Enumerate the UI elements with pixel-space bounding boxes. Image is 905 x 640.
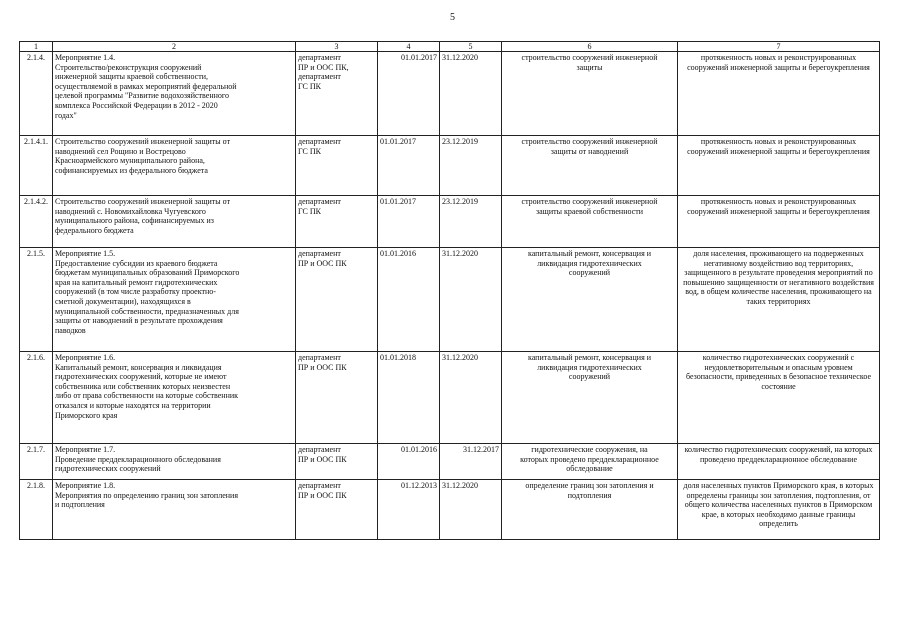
result-line: капитальный ремонт, консервация и	[527, 249, 652, 258]
result-line: которых проведено преддекларационное	[520, 454, 659, 464]
measure-name-line: Мероприятие 1.7.	[55, 445, 116, 454]
measure-name-line: Капитальный ремонт, консервация и ликвидация	[55, 362, 222, 372]
measure-name-line: осуществляемой в рамках мероприятий федеральной	[55, 81, 237, 91]
measure-name-line: Строительство/реконструкция сооружений	[55, 62, 202, 72]
item-number: 2.1.4.2.	[20, 196, 53, 248]
result-line: ликвидация гидротехнических	[537, 362, 642, 372]
result-line: подтопления	[567, 490, 612, 500]
measure-name-line: либо от права собственности на которые собственник	[55, 391, 239, 401]
measure-name-line: Приморского края	[55, 410, 118, 420]
executor-line: департамент	[298, 445, 341, 454]
executor-cell	[296, 480, 378, 540]
result-line: строительство сооружений инженерной	[521, 197, 658, 206]
end-date: 31.12.2020	[440, 480, 502, 540]
start-date: 01.01.2017	[378, 136, 440, 196]
end-date: 31.12.2017	[440, 444, 502, 480]
column-numbers-row	[20, 42, 880, 52]
indicator-cell	[678, 248, 880, 352]
measure-name-line: федерального бюджета	[55, 225, 134, 235]
column-number: 7	[678, 42, 880, 52]
executor-line: ПР и ООС ПК	[298, 258, 347, 268]
indicator-line: доля населенных пунктов Приморского края, в которых	[683, 481, 874, 490]
column-number: 2	[53, 42, 296, 52]
executor-cell	[296, 444, 378, 480]
result-cell	[502, 480, 678, 540]
indicator-line: безопасности, приведенных в безопасное техническое	[686, 372, 871, 382]
measure-name-line: наводнений сел Рощино и Вострецово	[55, 146, 186, 156]
measure-name-line: Мероприятия по определению границ зон затопления	[55, 490, 238, 500]
executor-line: ГС ПК	[298, 206, 321, 216]
result-cell	[502, 444, 678, 480]
result-line: защиты от наводнений	[550, 146, 629, 156]
measure-name-line: муниципальной собственности, предназначенных для	[55, 306, 239, 316]
item-number: 2.1.8.	[20, 480, 53, 540]
end-date: 23.12.2019	[440, 196, 502, 248]
result-line: гидротехнические сооружения, на	[531, 445, 648, 454]
result-cell	[502, 52, 678, 136]
measure-name-line: защиты от наводнений в результате прохождения	[55, 316, 223, 326]
measure-name-line: сметной документации), находящихся в	[55, 296, 191, 306]
result-line: защиты краевой собственности	[535, 206, 644, 216]
indicator-line: протяженность новых и реконструированных	[700, 197, 857, 206]
start-date: 01.12.2013	[378, 480, 440, 540]
measure-name-line: собственника или собственник которых неизвестен	[55, 381, 231, 391]
measure-name-line: муниципального района, софинансируемых из	[55, 216, 214, 226]
executor-cell	[296, 352, 378, 444]
executor-line: департамент	[298, 53, 341, 62]
end-date: 31.12.2020	[440, 52, 502, 136]
measure-name-cell	[53, 352, 296, 444]
end-date: 23.12.2019	[440, 136, 502, 196]
indicator-line: таких территориях	[746, 296, 811, 306]
indicator-line: повышению защищенности от негативного воздействия	[683, 277, 874, 287]
executor-line: департамент	[298, 72, 341, 82]
measure-name-line: софинансируемых из федерального бюджета	[55, 165, 208, 175]
indicator-line: доля населения, проживающего на подверженных	[693, 249, 864, 258]
measure-name-cell	[53, 444, 296, 480]
result-line: защиты	[576, 62, 603, 72]
measure-name-line: целевой программы "Развитие водохозяйственного	[55, 91, 229, 101]
table-row	[20, 52, 880, 136]
indicator-cell	[678, 196, 880, 248]
start-date: 01.01.2016	[378, 248, 440, 352]
result-line: определение границ зон затопления и	[525, 481, 654, 490]
indicator-line: определены границы зон затопления, подтопления, от	[686, 490, 871, 500]
item-number: 2.1.4.1.	[20, 136, 53, 196]
measure-name-line: паводков	[55, 325, 86, 335]
result-line: строительство сооружений инженерной	[521, 53, 658, 62]
result-cell	[502, 352, 678, 444]
table-row	[20, 444, 880, 480]
indicator-line: негативному воздействию вод территориях,	[703, 258, 854, 268]
measure-name-line: Мероприятие 1.8.	[55, 481, 116, 490]
column-number: 5	[440, 42, 502, 52]
result-cell	[502, 136, 678, 196]
measure-name-line: наводнений с. Новомихайловка Чугуевского	[55, 206, 206, 216]
indicator-line: защищенного в результате проведения мероприятий по	[684, 268, 873, 278]
table-row	[20, 136, 880, 196]
indicator-line: протяженность новых и реконструированных	[700, 137, 857, 146]
measures-table	[19, 41, 880, 540]
measure-name-line: годах"	[55, 110, 77, 120]
result-line: строительство сооружений инженерной	[521, 137, 658, 146]
measure-name-line: Строительство сооружений инженерной защиты от	[55, 197, 231, 206]
indicator-line: протяженность новых и реконструированных	[700, 53, 857, 62]
measure-name-line: Проведение преддекларационного обследования	[55, 454, 221, 464]
measure-name-cell	[53, 52, 296, 136]
result-cell	[502, 196, 678, 248]
measure-name-line: Мероприятие 1.4.	[55, 53, 116, 62]
page-number: 5	[450, 12, 455, 23]
indicator-cell	[678, 352, 880, 444]
result-line: сооружений	[568, 268, 611, 278]
end-date: 31.12.2020	[440, 352, 502, 444]
executor-line: ГС ПК	[298, 81, 321, 91]
item-number: 2.1.7.	[20, 444, 53, 480]
indicator-line: определить	[759, 519, 798, 529]
executor-cell	[296, 248, 378, 352]
indicator-cell	[678, 480, 880, 540]
measure-name-line: края на капитальный ремонт гидротехнических	[55, 277, 218, 287]
measure-name-line: сооружений (в том числе разработку проектно-	[55, 287, 216, 297]
end-date: 31.12.2020	[440, 248, 502, 352]
result-cell	[502, 248, 678, 352]
item-number: 2.1.5.	[20, 248, 53, 352]
result-line: капитальный ремонт, консервация и	[527, 353, 652, 362]
measure-name-line: отказался и которые находятся на территории	[55, 400, 211, 410]
measure-name-cell	[53, 248, 296, 352]
measure-name-cell	[53, 196, 296, 248]
executor-line: ПР и ООС ПК,	[298, 62, 349, 72]
table-body	[20, 52, 880, 540]
indicator-line: вод, в общем количестве населения, проживающего на	[685, 287, 872, 297]
measure-name-line: гидротехнических сооружений	[55, 464, 161, 474]
indicator-line: сооружений инженерной защиты и берегоукрепления	[687, 146, 870, 156]
column-number: 3	[296, 42, 378, 52]
start-date: 01.01.2017	[378, 52, 440, 136]
executor-line: ПР и ООС ПК	[298, 490, 347, 500]
start-date: 01.01.2017	[378, 196, 440, 248]
result-line: обследование	[566, 464, 613, 474]
item-number: 2.1.6.	[20, 352, 53, 444]
measure-name-line: Мероприятие 1.6.	[55, 353, 116, 362]
indicator-line: сооружений инженерной защиты и берегоукрепления	[687, 62, 870, 72]
executor-line: департамент	[298, 137, 341, 146]
executor-line: департамент	[298, 197, 341, 206]
item-number: 2.1.4.	[20, 52, 53, 136]
executor-cell	[296, 52, 378, 136]
indicator-cell	[678, 52, 880, 136]
measure-name-line: и подтопления	[55, 500, 105, 510]
indicator-line: неудовлетворительным и опасным уровнем	[704, 362, 853, 372]
column-number: 1	[20, 42, 53, 52]
executor-line: департамент	[298, 249, 341, 258]
result-line: ликвидация гидротехнических	[537, 258, 642, 268]
indicator-line: количество гидротехнических сооружений, на которых	[684, 445, 873, 454]
executor-line: департамент	[298, 481, 341, 490]
executor-line: ПР и ООС ПК	[298, 454, 347, 464]
measure-name-line: комплекса Российской Федерации в 2012 - 2020	[55, 100, 218, 110]
measure-name-line: инженерной защиты краевой собственности,	[55, 72, 208, 82]
table-row	[20, 196, 880, 248]
table-row	[20, 352, 880, 444]
table-row	[20, 248, 880, 352]
indicator-line: крае, в которых необходимо данные границы	[701, 509, 856, 519]
indicator-cell	[678, 136, 880, 196]
indicator-line: проведено преддекларационное обследование	[700, 454, 857, 464]
executor-line: департамент	[298, 353, 341, 362]
measure-name-cell	[53, 136, 296, 196]
table-header	[20, 42, 880, 52]
column-number: 4	[378, 42, 440, 52]
indicator-cell	[678, 444, 880, 480]
column-number: 6	[502, 42, 678, 52]
table-row	[20, 480, 880, 540]
start-date: 01.01.2018	[378, 352, 440, 444]
indicator-line: сооружений инженерной защиты и берегоукрепления	[687, 206, 870, 216]
measure-name-line: Красноармейского муниципального района,	[55, 156, 205, 166]
measure-name-line: Предоставление субсидии из краевого бюджета	[55, 258, 218, 268]
measure-name-line: бюджетам муниципальных образований Приморского	[55, 268, 240, 278]
indicator-line: состояние	[761, 381, 796, 391]
indicator-line: количество гидротехнических сооружений с	[702, 353, 855, 362]
start-date: 01.01.2016	[378, 444, 440, 480]
measure-name-line: Строительство сооружений инженерной защиты от	[55, 137, 231, 146]
executor-line: ПР и ООС ПК	[298, 362, 347, 372]
result-line: сооружений	[568, 372, 611, 382]
measure-name-cell	[53, 480, 296, 540]
indicator-line: общего количества населенных пунктов в Приморском	[684, 500, 873, 510]
executor-cell	[296, 136, 378, 196]
executor-line: ГС ПК	[298, 146, 321, 156]
measure-name-line: гидротехнических сооружений, которые не имеют	[55, 372, 227, 382]
measure-name-line: Мероприятие 1.5.	[55, 249, 116, 258]
executor-cell	[296, 196, 378, 248]
